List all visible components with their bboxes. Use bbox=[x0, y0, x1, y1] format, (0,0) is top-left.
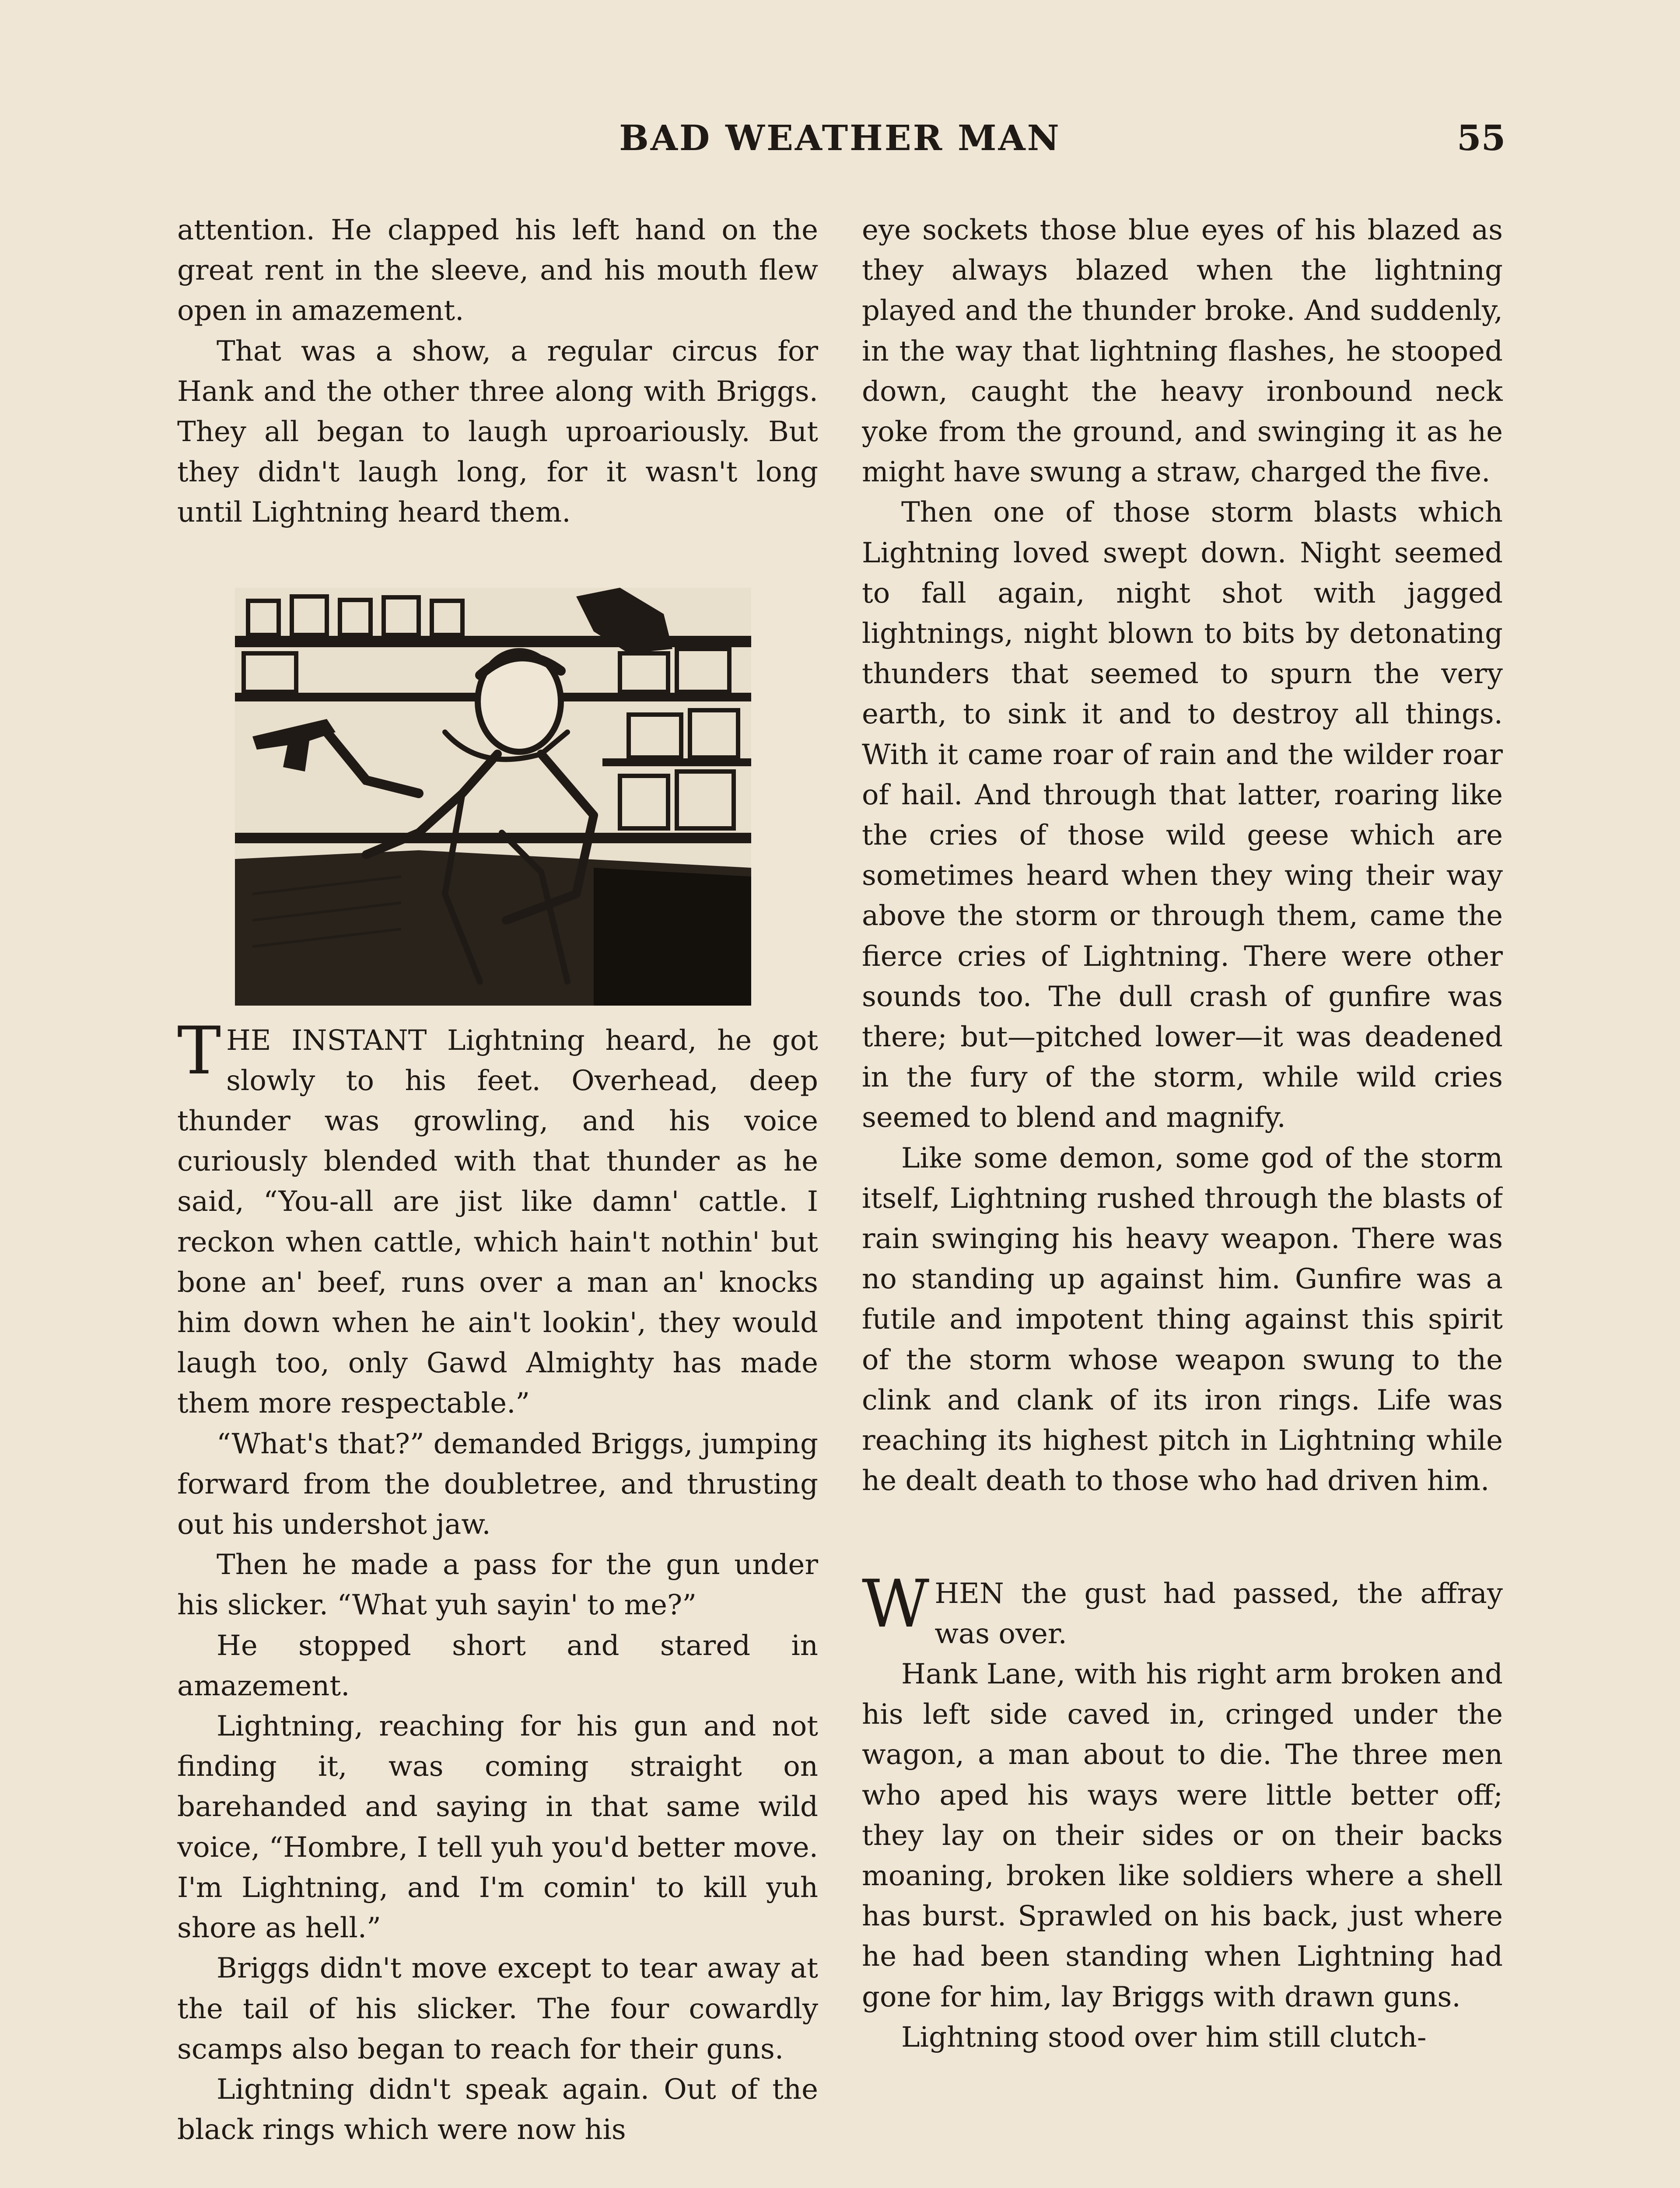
paragraph: Then one of those storm blasts which Lightning loved swept down. Night seemed to fall again, night shot with jagged lightnings, night blown to bits by detonating thunders that seemed to spurn the very earth, to sink it and to destroy all things. With it came roar of rain and the wilder roar of hail. And through that latter, roaring like the cries of those wild geese which are sometimes heard when they wing their way above the storm or through them, came the fierce cries of Lightning. There were other sounds too. The dull crash of gunfire was there; but—pitched lower—it was deadened in the fury of the storm, while wild cries seemed to blend and magnify. bbox=[862, 496, 1503, 1134]
drop-cap: T bbox=[177, 1013, 221, 1089]
paragraph: attention. He clapped his left hand on the great rent in the sleeve, and his mouth flew open in amazement. bbox=[177, 214, 818, 327]
paragraph: Briggs didn't move except to tear away at the tail of his slicker. The four cowardly scamps also began to reach for their guns. bbox=[177, 1952, 818, 2065]
paragraph: Lightning stood over him still clutch- bbox=[901, 2021, 1427, 2054]
left-column bbox=[177, 210, 818, 2188]
paragraph: Hank Lane, with his right arm broken and his left side caved in, cringed under the wagon, a man about to die. The three men who aped his ways were little better off; they lay on their sides or on their backs moaning, broken like soldiers where a shell has burst. Sprawled on his back, just where he had been standing when Lightning had gone for him, lay Briggs with drawn guns. bbox=[862, 1658, 1503, 2013]
paragraph: Then he made a pass for the gun under his slicker. “What yuh sayin' to me?” bbox=[177, 1549, 818, 1622]
paragraph-text: HE INSTANT Lightning heard, he got slowly to his feet. Overhead, deep thunder was growling, and his voice curiously blended with that thunder as he said, “You-all are jist like damn' cattle. I reckon when cattle, which hain't nothin' but bone an' beef, runs over a man an' knocks him down when he ain't lookin', they would laugh too, only Gawd Almighty has made them more respectable.” bbox=[177, 1024, 818, 1420]
page-number: 55 bbox=[1457, 117, 1506, 158]
paragraph: Lightning, reaching for his gun and not finding it, was coming straight on barehanded and saying in that same wild voice, “Hombre, I tell yuh you'd better move. I'm Lightning, and I'm comin' to kill yuh shore as hell.” bbox=[177, 1710, 818, 1945]
paragraph-text: HEN the gust had passed, the affray was over. bbox=[934, 1577, 1503, 1650]
section-break bbox=[862, 1501, 1503, 1574]
paragraph: That was a show, a regular circus for Hank and the other three along with Briggs. They all began to laugh uproariously. But they didn't laugh long, for it wasn't long until Lightning heard them. bbox=[177, 335, 818, 529]
paragraph: Lightning didn't speak again. Out of the black rings which were now his bbox=[177, 2073, 818, 2146]
dropcap-paragraph bbox=[177, 1013, 818, 1424]
running-title: BAD WEATHER MAN bbox=[619, 117, 1061, 158]
story-illustration bbox=[235, 588, 751, 1006]
dropcap-paragraph bbox=[862, 1566, 1503, 1654]
right-column bbox=[862, 210, 1503, 2188]
drop-cap: W bbox=[862, 1566, 930, 1642]
paragraph: eye sockets those blue eyes of his blazed as they always blazed when the lightning played and the thunder broke. And suddenly, in the way that lightning flashes, he stooped down, caught the heavy ironbound neck yoke from the ground, and swinging it as he might have swung a straw, charged the five. bbox=[862, 214, 1503, 489]
paragraph: Like some demon, some god of the storm itself, Lightning rushed through the blasts of rain swinging his heavy weapon. There was no standing up against him. Gunfire was a futile and impotent thing against this spirit of the storm whose weapon swung to the clink and clank of its iron rings. Life was reaching its highest pitch in Lightning while he dealt death to those who had driven him. bbox=[862, 1142, 1503, 1497]
paragraph: He stopped short and stared in amazement. bbox=[177, 1629, 818, 1702]
paragraph: “What's that?” demanded Briggs, jumping forward from the doubletree, and thrusting out his undershot jaw. bbox=[177, 1427, 818, 1541]
